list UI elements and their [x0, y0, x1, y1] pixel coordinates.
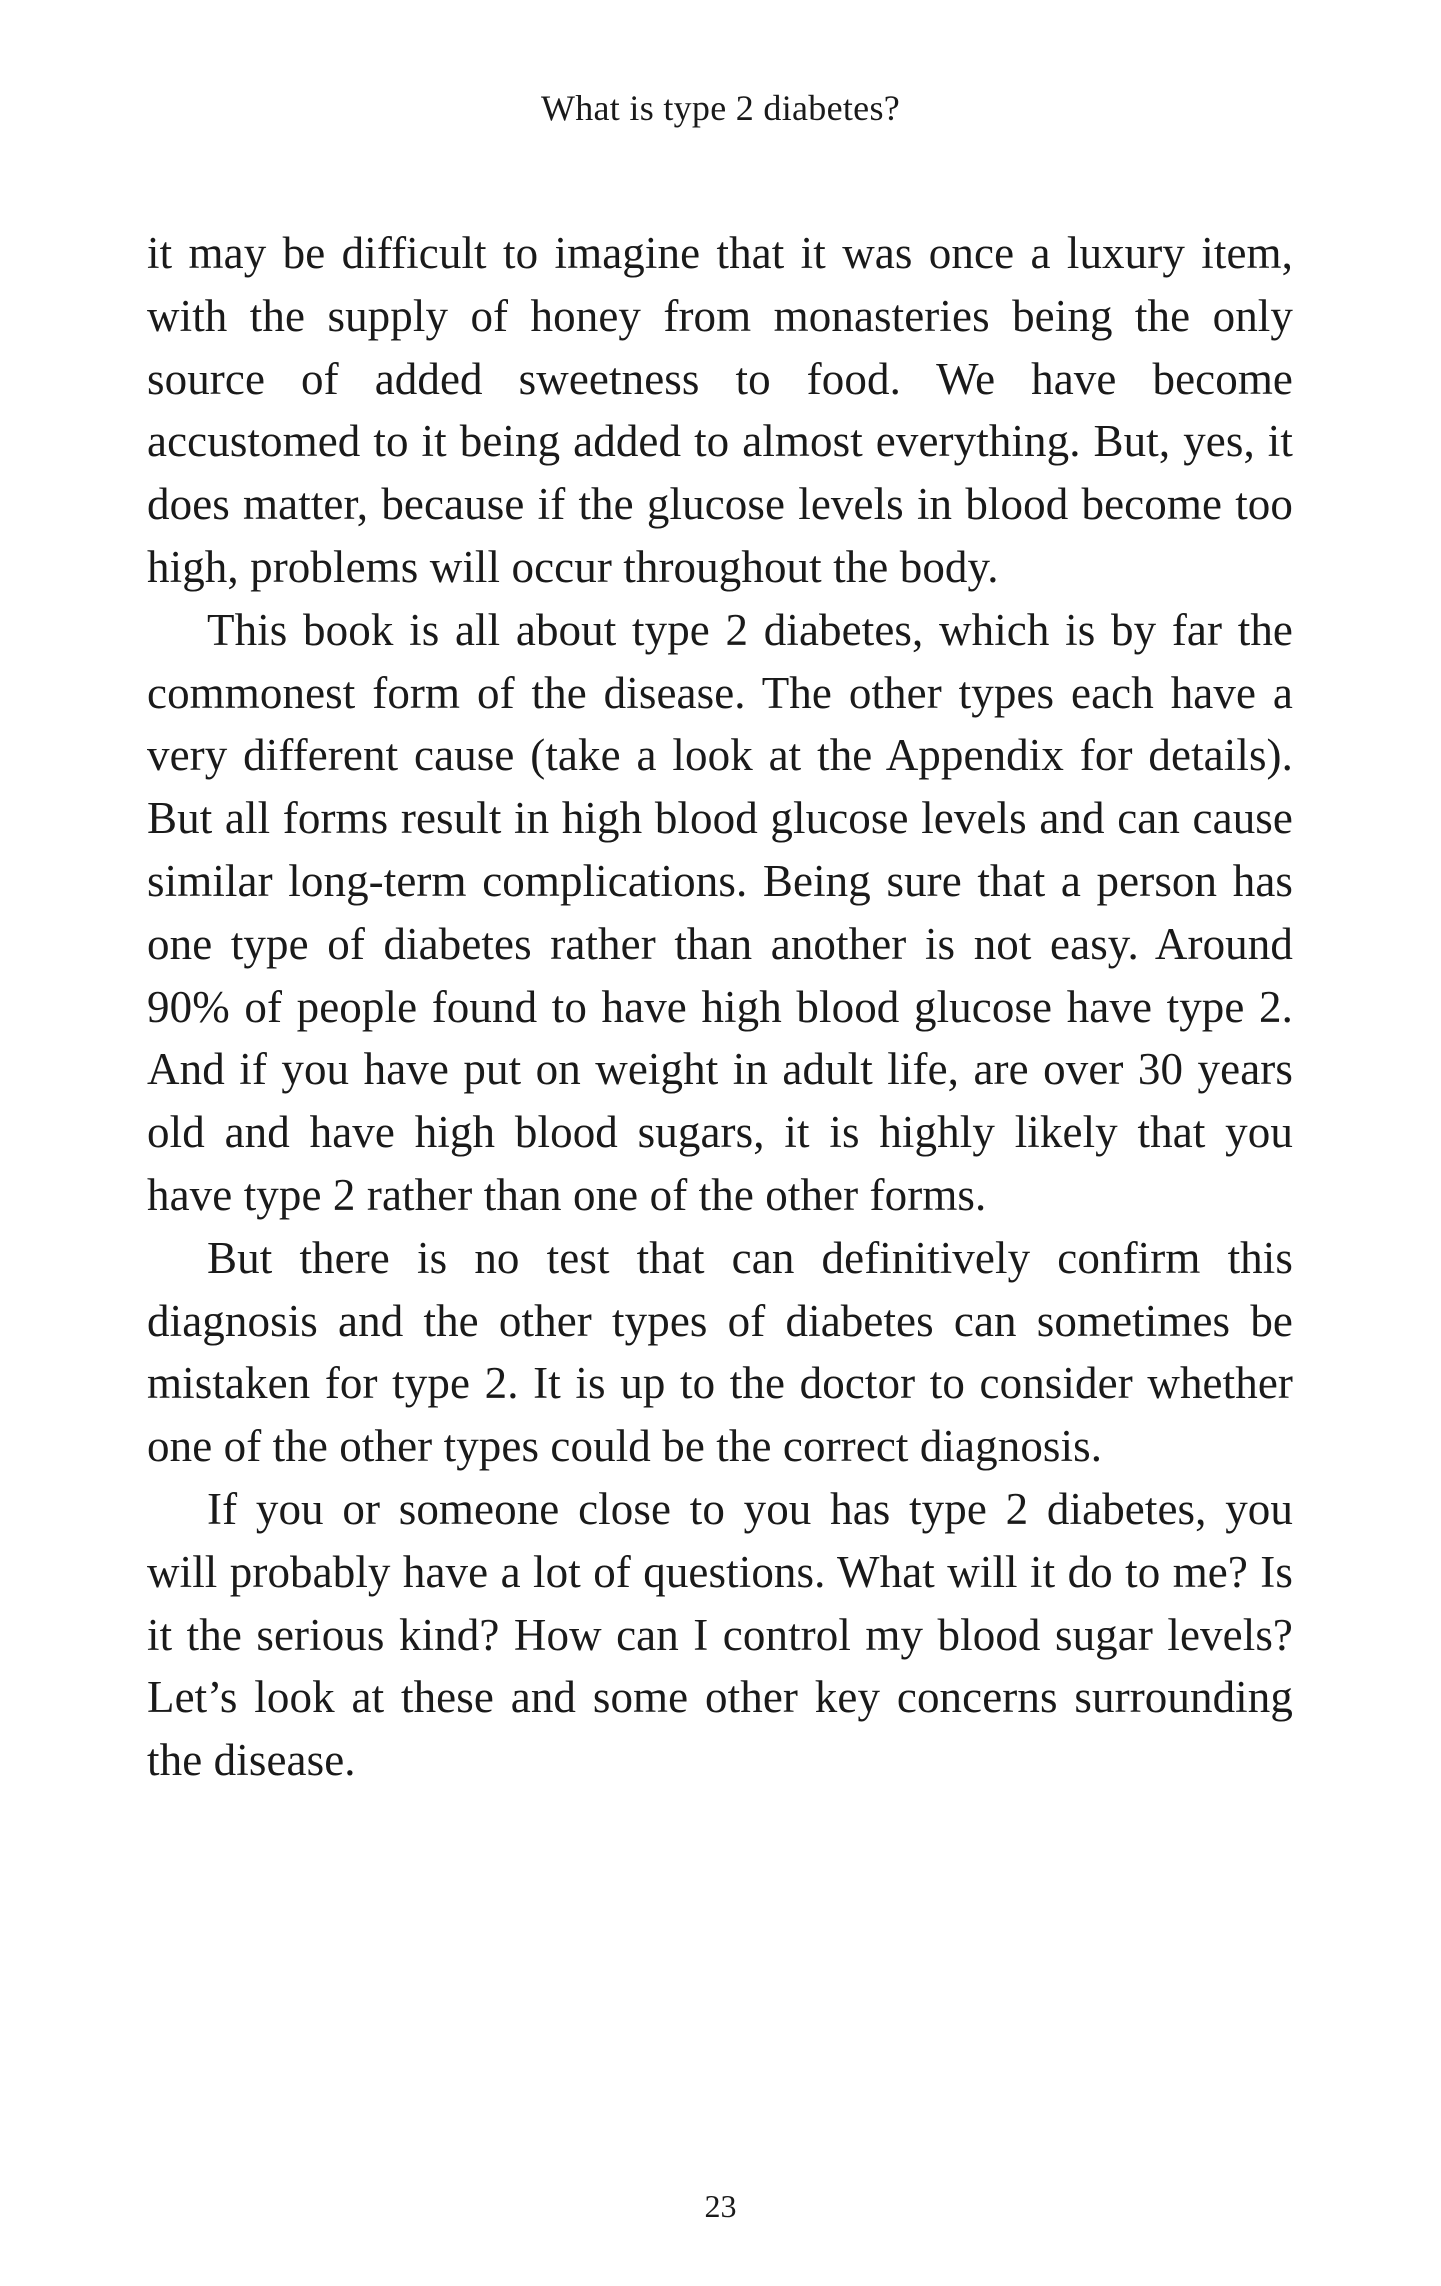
running-head: What is type 2 diabetes? — [540, 88, 901, 128]
paragraph-1: it may be difficult to imagine that it was once a luxury item, with the supply of honey from monasteries being the only source of added sweetness to food. We have become accustomed to it being added to almost everything. But, yes, it does matter, because if the glucose levels in blood become too high, problems will occur throughout the body. — [147, 228, 1293, 592]
paragraph-3: But there is no test that can definitively confirm this diagnosis and the other types of diabetes can sometimes be mistaken for type 2. It is up to the doctor to consider whether one of the other types could be the correct diagnosis. — [147, 1232, 1293, 1472]
paragraph-2: This book is all about type 2 diabetes, which is by far the commonest form of the disease. The other types each have a very different cause (take a look at the Appendix for details). But all forms result in high blood glucose levels and can cause similar long-term complications. Being sure that a person has one type of diabetes rather than another is not easy. Around 90% of people found to have high blood glucose have type 2. And if you have put on weight in adult life, are over 30 years old and have high blood sugars, it is highly likely that you have type 2 rather than one of the other forms. — [147, 604, 1293, 1220]
page-number: 23 — [704, 2188, 737, 2224]
paragraph-4: If you or someone close to you has type 2 diabetes, you will probably have a lot of questions. What will it do to me? Is it the serious kind? How can I control my blood sugar levels? Let’s look at these and some other key concerns surrounding the disease. — [147, 1483, 1293, 1786]
body-text — [147, 222, 1293, 1792]
